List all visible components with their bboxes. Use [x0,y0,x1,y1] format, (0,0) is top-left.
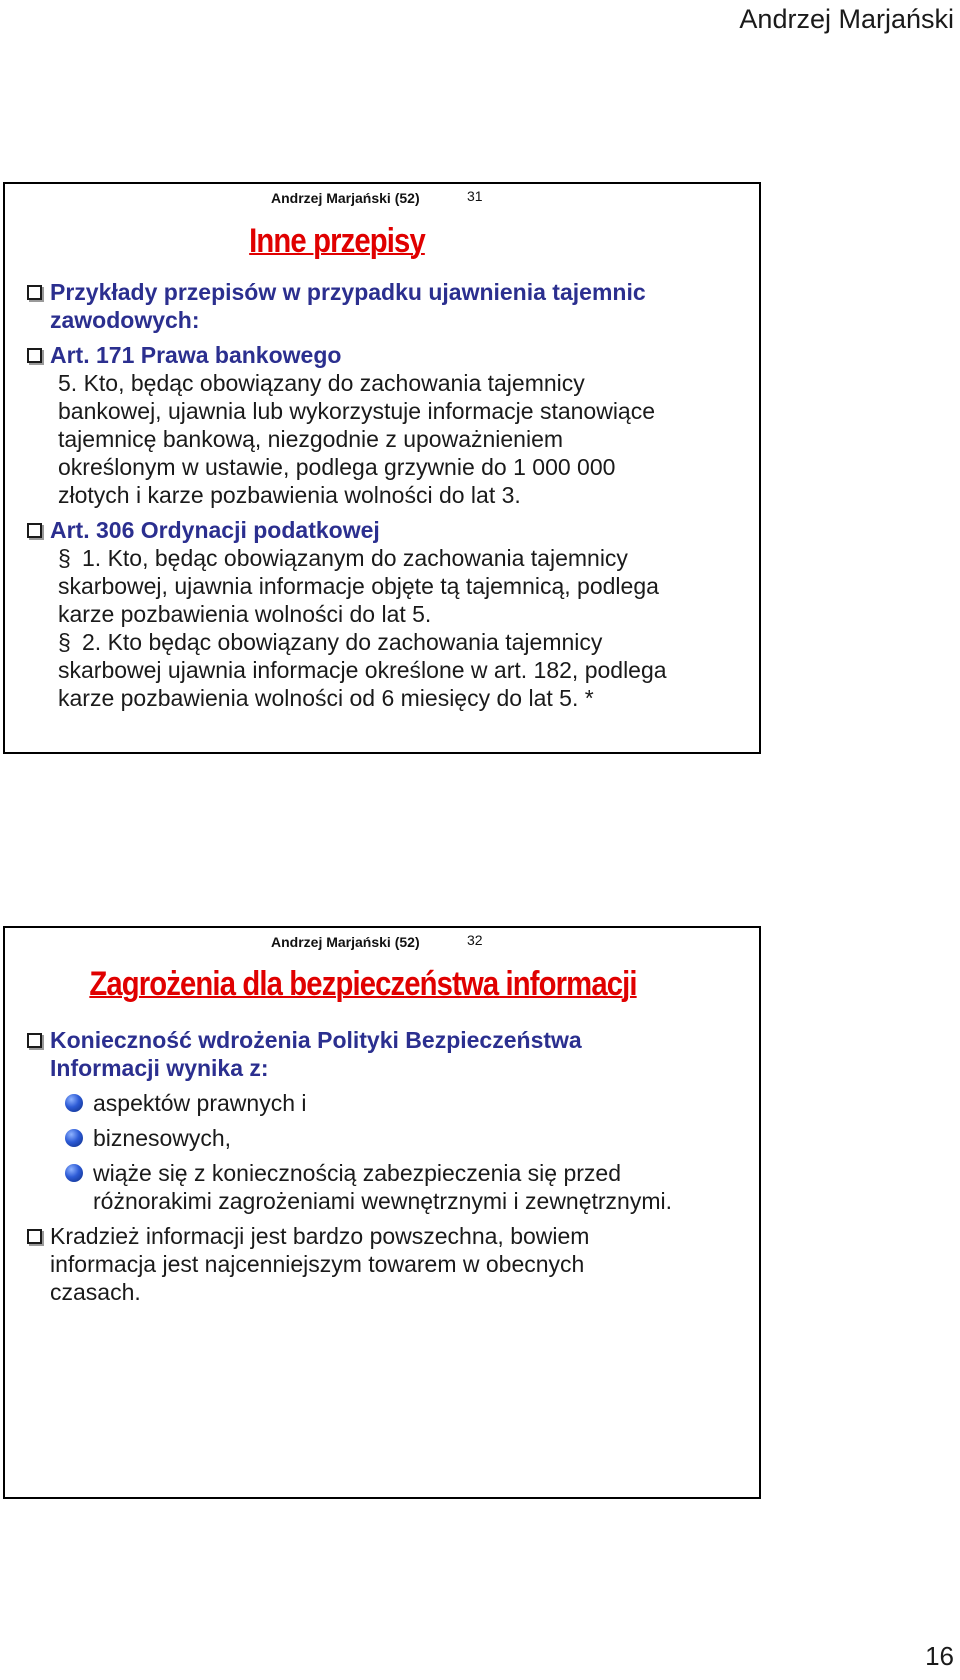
text-line: 5. Kto, będąc obowiązany do zachowania tajemnicy [58,370,585,396]
round-bullet-icon [65,1094,83,1112]
intro-line: Konieczność wdrożenia Polityki Bezpieczeństwa [50,1027,582,1053]
slide-header: Andrzej Marjański (52) [271,190,420,206]
checkbox-bullet-icon [27,523,42,538]
slide-32 [3,926,761,1499]
text-line: karze pozbawienia wolności do lat 5. [58,601,432,627]
text-line: informacja jest najcenniejszym towarem w obecnych [50,1251,585,1277]
bullet-text: różnorakimi zagrożeniami wewnętrznymi i zewnętrznymi. [93,1188,673,1214]
list-item [27,341,751,369]
text-line: § 2. Kto będąc obowiązany do zachowania tajemnicy [58,629,603,655]
slide-title: Zagrożenia dla bezpieczeństwa informacji [89,965,637,1003]
art171-text [27,369,751,509]
list-item [65,1124,751,1152]
checkbox-bullet-icon [27,1229,42,1244]
text-line: określonym w ustawie, podlega grzywnie do 1 000 000 [58,454,616,480]
text-line: skarbowej, ujawnia informacje objęte tą tajemnicą, podlega [58,573,659,599]
text-line: Kradzież informacji jest bardzo powszechna, bowiem [50,1223,590,1249]
slide-31 [3,182,761,754]
slide-content [27,1026,751,1306]
checkbox-bullet-icon [27,348,42,363]
slide-title: Inne przepisy [249,222,425,260]
page-author: Andrzej Marjański [739,4,954,34]
text-line: złotych i karze pozbawienia wolności do lat 3. [58,482,521,508]
art306-text [27,544,751,712]
text-line: czasach. [50,1279,141,1305]
text-line: tajemnicę bankową, niezgodnie z upoważnieniem [58,426,564,452]
slide-number: 31 [467,188,483,204]
checkbox-bullet-icon [27,1033,42,1048]
round-bullet-icon [65,1164,83,1182]
intro-line: zawodowych: [50,307,200,333]
list-item [65,1089,751,1117]
bullet-text: biznesowych, [93,1125,232,1151]
checkbox-bullet-icon [27,285,42,300]
art306-heading: Art. 306 Ordynacji podatkowej [50,517,380,543]
bullet-text: wiąże się z koniecznością zabezpieczenia się przed [93,1160,622,1186]
slide-content [27,278,751,712]
text-line: § 1. Kto, będąc obowiązanym do zachowania tajemnicy [58,545,628,571]
list-item [27,516,751,544]
section-symbol: § [58,545,71,571]
list-item [27,278,751,334]
art171-heading: Art. 171 Prawa bankowego [50,342,342,368]
intro-line: Informacji wynika z: [50,1055,269,1081]
list-item [27,1222,751,1306]
slide-number: 32 [467,932,483,948]
text-line: bankowej, ujawnia lub wykorzystuje informacje stanowiące [58,398,656,424]
round-bullet-icon [65,1129,83,1147]
section-symbol: § [58,629,71,655]
text-line: skarbowej ujawnia informacje określone w art. 182, podlega [58,657,667,683]
text-line: karze pozbawienia wolności od 6 miesięcy do lat 5. * [58,685,594,711]
list-item [65,1159,751,1215]
slide-header: Andrzej Marjański (52) [271,934,420,950]
page-number: 16 [925,1641,954,1671]
list-item [27,1026,751,1082]
intro-line: Przykłady przepisów w przypadku ujawnienia tajemnic [50,279,646,305]
bullet-text: aspektów prawnych i [93,1090,307,1116]
